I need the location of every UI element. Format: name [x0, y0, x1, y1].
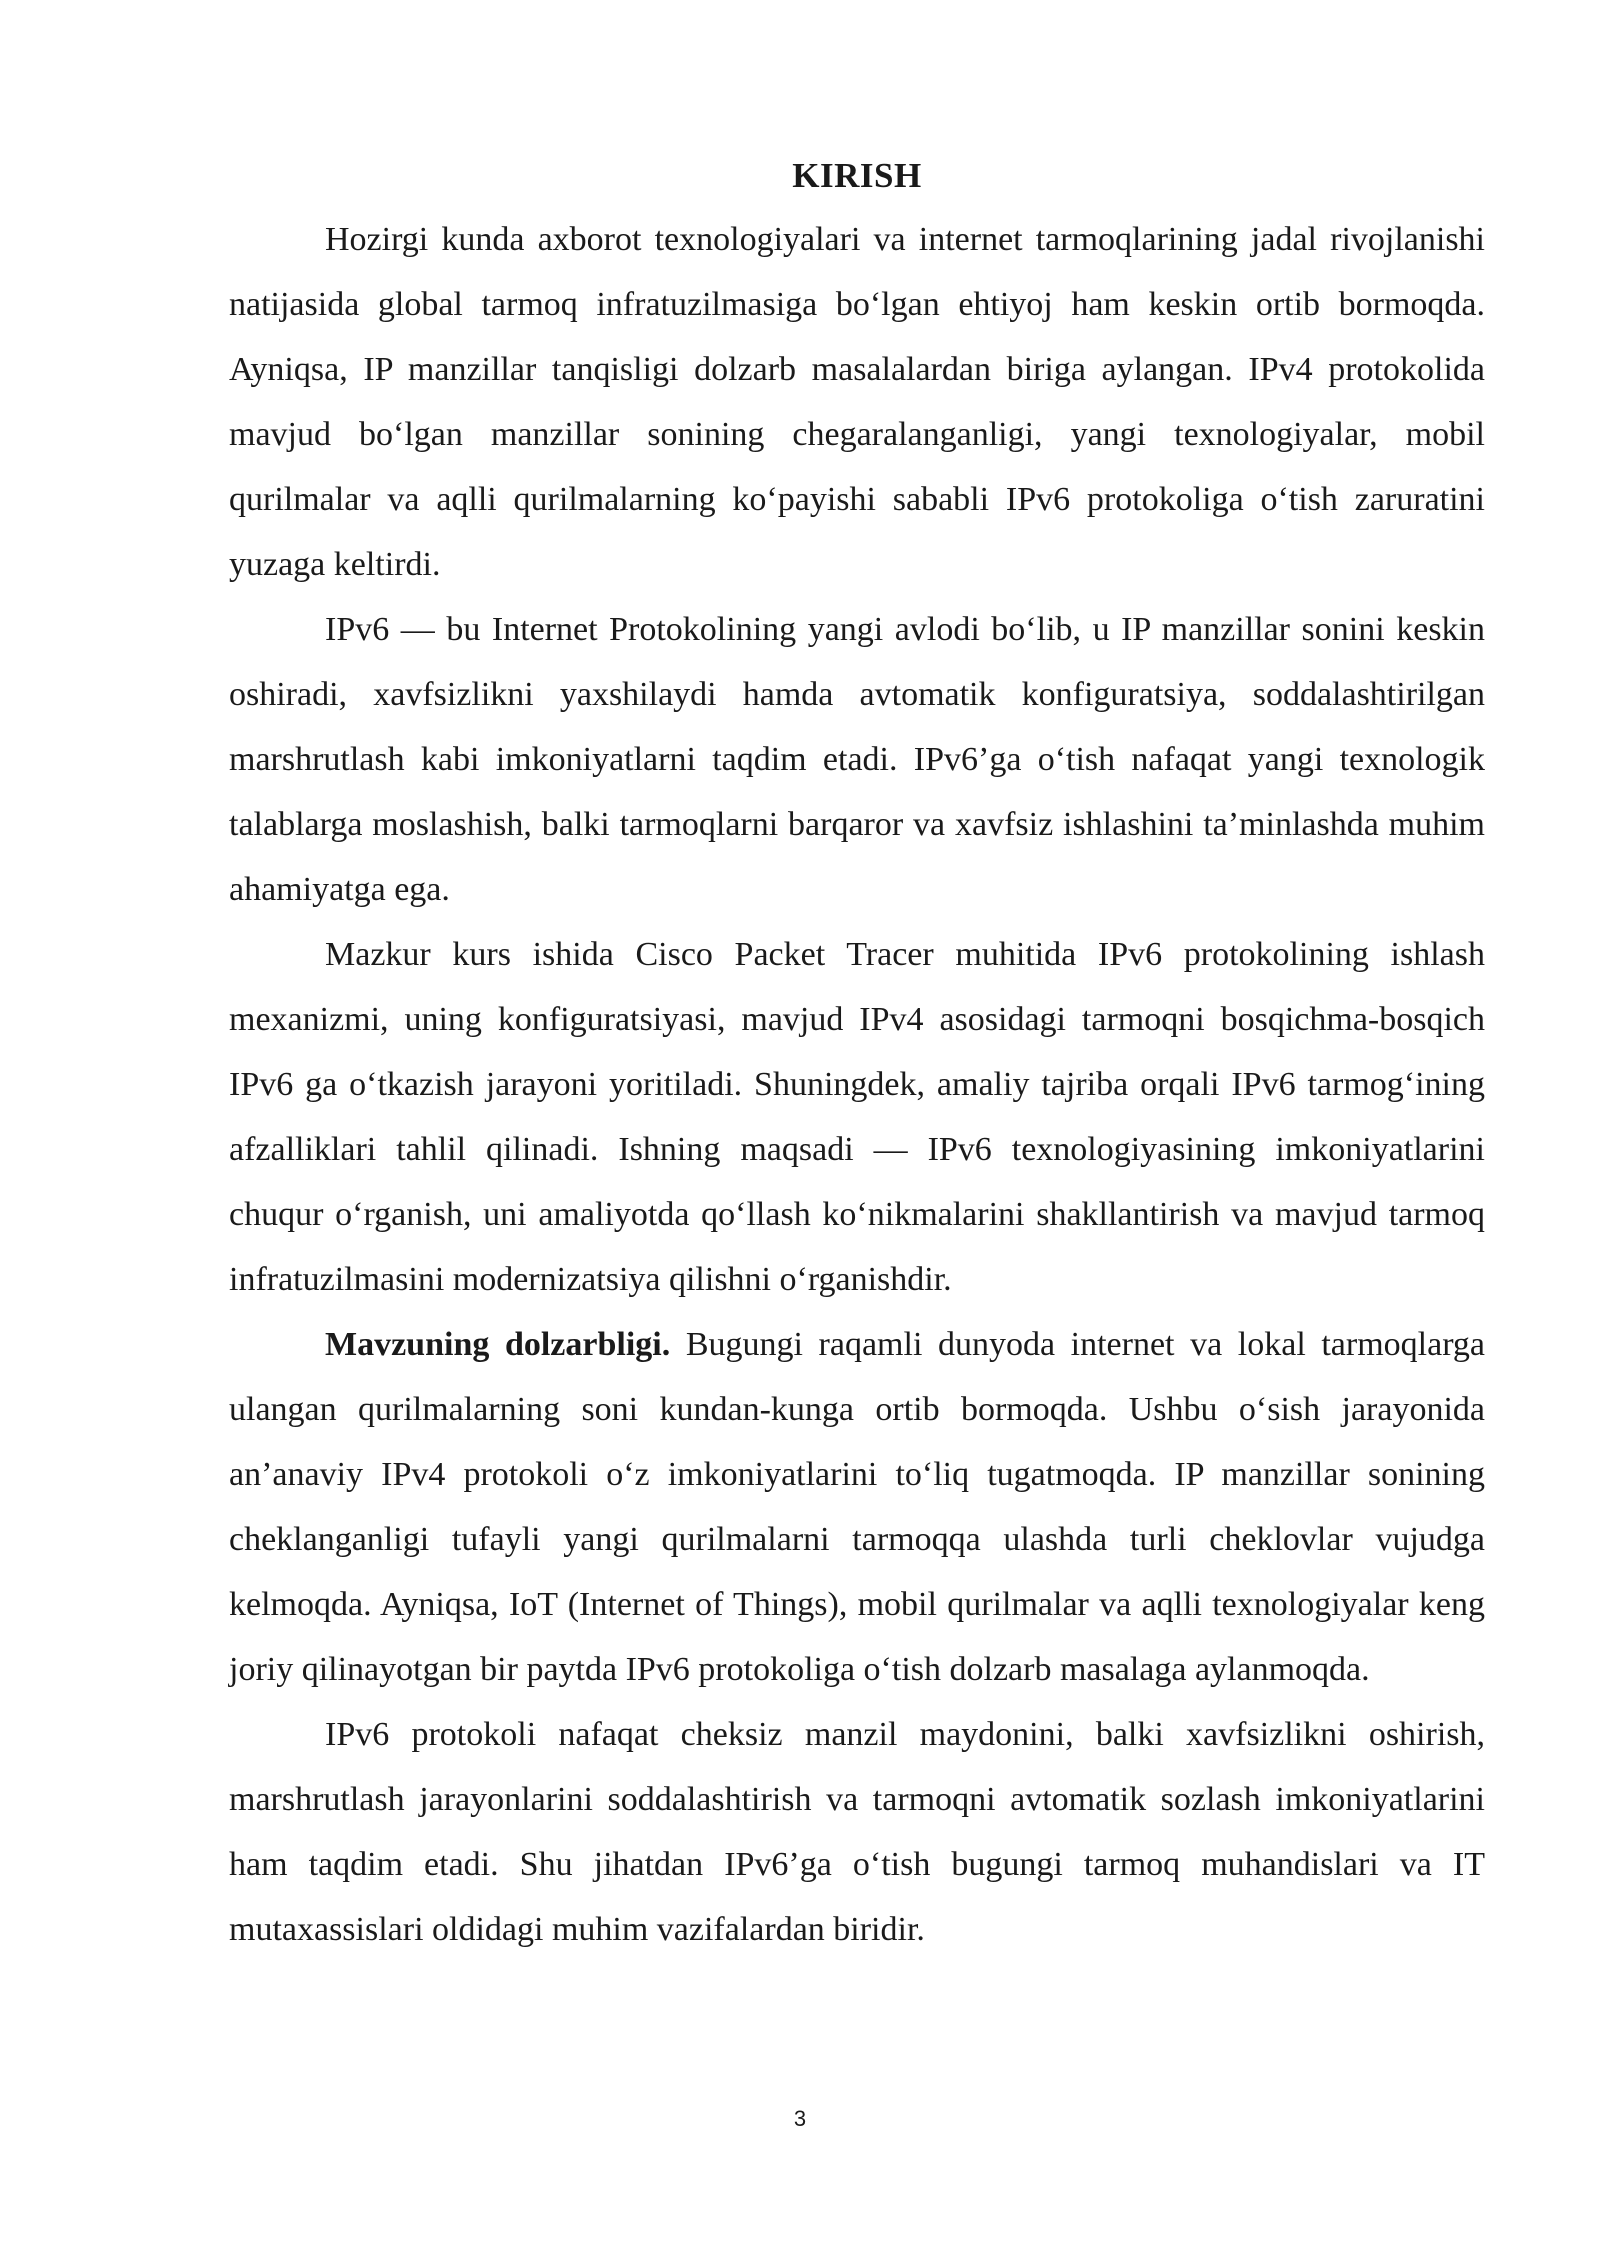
- paragraph-lead-heading: Mavzuning dolzarbligi.: [325, 1326, 671, 1363]
- paragraph-text: IPv6 protokoli nafaqat cheksiz manzil maydonini, balki xavfsizlikni oshirish, marshrutlash jarayonlarini soddalashtirish va tarmoqni avtomatik sozlash imkoniyatlarini ham taqdim etadi. Shu jihatdan IPv6’ga o‘tish bugungi tarmoq muhandislari va IT mutaxassislari oldidagi muhim vazifalardan biridir.: [229, 1716, 1485, 1948]
- paragraph-introduction: [229, 207, 1485, 597]
- paragraph-course-goal: [229, 922, 1485, 1312]
- paragraph-relevance: [229, 1312, 1485, 1702]
- paragraph-text: Bugungi raqamli dunyoda internet va lokal tarmoqlarga ulangan qurilmalarning soni kundan-kunga ortib bormoqda. Ushbu o‘sish jarayonida an’anaviy IPv4 protokoli o‘z imkoniyatlarini to‘liq tugatmoqda. IP manzillar sonining cheklanganligi tufayli yangi qurilmalarni tarmoqqa ulashda turli cheklovlar vujudga kelmoqda. Ayniqsa, IoT (Internet of Things), mobil qurilmalar va aqlli texnologiyalar keng joriy qilinayotgan bir paytda IPv6 protokoliga o‘tish dolzarb masalaga aylanmoqda.: [229, 1326, 1485, 1688]
- paragraph-text: IPv6 — bu Internet Protokolining yangi avlodi bo‘lib, u IP manzillar sonini keskin oshiradi, xavfsizlikni yaxshilaydi hamda avtomatik konfiguratsiya, soddalashtirilgan marshrutlash kabi imkoniyatlarni taqdim etadi. IPv6’ga o‘tish nafaqat yangi texnologik talablarga moslashish, balki tarmoqlarni barqaror va xavfsiz ishlashini ta’minlashda muhim ahamiyatga ega.: [229, 611, 1485, 908]
- paragraph-text: Hozirgi kunda axborot texnologiyalari va internet tarmoqlarining jadal rivojlanishi natijasida global tarmoq infratuzilmasiga bo‘lgan ehtiyoj ham keskin ortib bormoqda. Ayniqsa, IP manzillar tanqisligi dolzarb masalalardan biriga aylangan. IPv4 protokolida mavjud bo‘lgan manzillar sonining chegaralanganligi, yangi texnologiyalar, mobil qurilmalar va aqlli qurilmalarning ko‘payishi sababli IPv6 protokoliga o‘tish zaruratini yuzaga keltirdi.: [229, 221, 1485, 583]
- paragraph-ipv6-benefits: [229, 1702, 1485, 1962]
- page-title: KIRISH: [792, 156, 922, 195]
- page-number: 3: [793, 2106, 807, 2131]
- paragraph-ipv6-definition: [229, 597, 1485, 922]
- paragraph-text: Mazkur kurs ishida Cisco Packet Tracer muhitida IPv6 protokolining ishlash mexanizmi, uning konfiguratsiyasi, mavjud IPv4 asosidagi tarmoqni bosqichma-bosqich IPv6 ga o‘tkazish jarayoni yoritiladi. Shuningdek, amaliy tajriba orqali IPv6 tarmog‘ining afzalliklari tahlil qilinadi. Ishning maqsadi — IPv6 texnologiyasining imkoniyatlarini chuqur o‘rganish, uni amaliyotda qo‘llash ko‘nikmalarini shakllantirish va mavjud tarmoq infratuzilmasini modernizatsiya qilishni o‘rganishdir.: [229, 936, 1485, 1298]
- page-body: [229, 145, 1485, 1962]
